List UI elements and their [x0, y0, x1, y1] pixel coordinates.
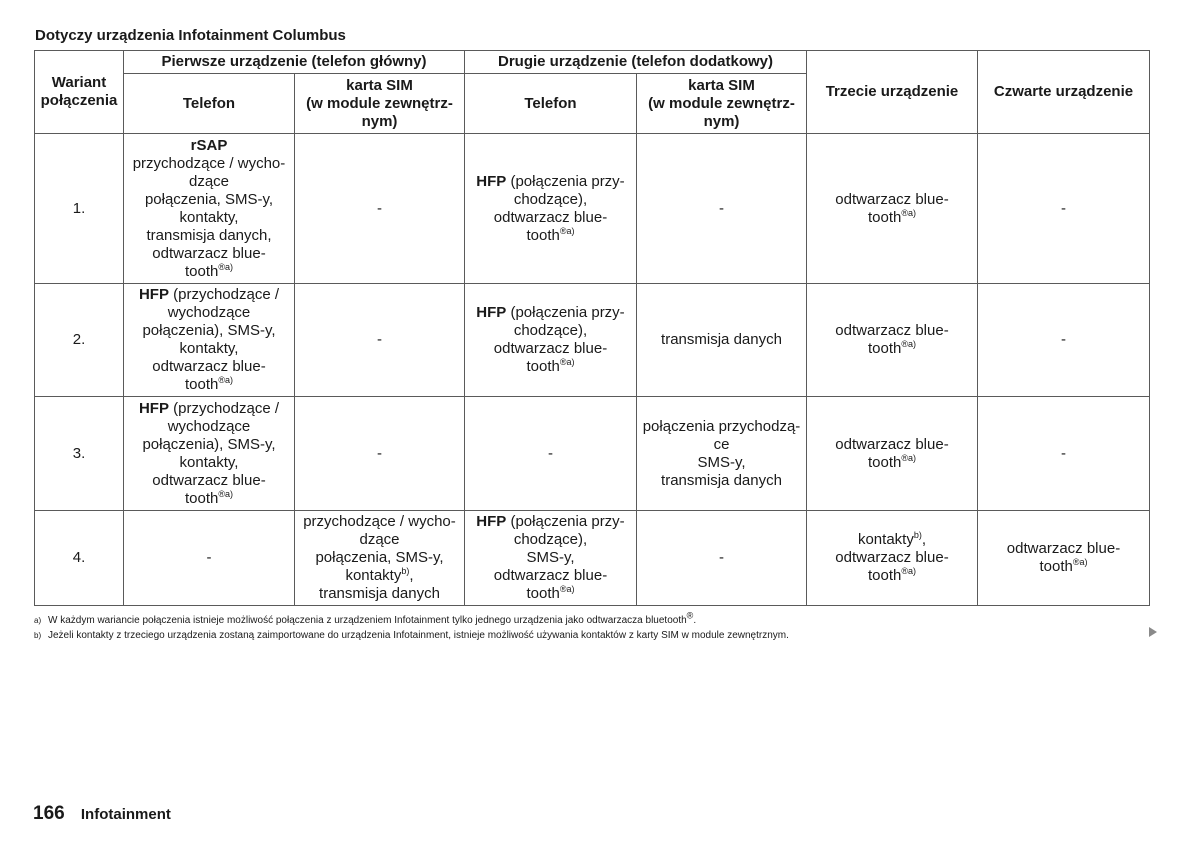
- cell-first-sim: [295, 511, 465, 606]
- cell-line: transmisja danych: [661, 331, 782, 348]
- cell-line: SMS-y,: [526, 549, 575, 566]
- cell-line: tooth$^{®a)}$: [867, 207, 916, 226]
- cell-third-device: [807, 284, 978, 397]
- table-row: [35, 134, 1150, 284]
- cell-line: chodzące),: [513, 322, 588, 339]
- cell-first-sim: [295, 284, 465, 397]
- cell-line: tooth$^{®a)}$: [867, 566, 916, 584]
- cell-third-device: [807, 511, 978, 606]
- cell-line: -: [377, 444, 382, 462]
- header-second-device: Drugie urządzenie (telefon dodatkowy): [465, 51, 807, 74]
- cell-line: -: [1061, 444, 1066, 462]
- cell-line: HFP (połączenia przy-: [476, 304, 625, 321]
- cell-line: odtwarzacz blue-: [152, 358, 266, 375]
- cell-fourth-device: [978, 134, 1150, 284]
- table-row: [35, 511, 1150, 606]
- cell-line: przychodzące / wycho-: [132, 154, 286, 172]
- cell-line: tooth$^{®a)}$: [526, 357, 575, 375]
- header-sim-1: karta SIM (w module zewnętrz- nym): [295, 74, 465, 134]
- cell-line: chodzące),: [513, 190, 588, 208]
- header-phone-2: Telefon: [465, 74, 637, 134]
- cell-fourth-device: [978, 397, 1150, 511]
- cell-line: -: [1061, 331, 1066, 348]
- cell-line: SMS-y,: [697, 453, 746, 471]
- header-third-device: Trzecie urządzenie: [807, 51, 978, 134]
- cell-line: -: [548, 444, 553, 462]
- cell-second-phone: [465, 397, 637, 511]
- cell-line: połączenia), SMS-y,: [142, 435, 276, 453]
- cell-line: odtwarzacz blue-: [835, 549, 949, 566]
- connection-variants-table: [34, 50, 1150, 606]
- cell-line: tooth$^{®a)}$: [1039, 557, 1088, 575]
- cell-line: połączenia, SMS-y,: [144, 190, 274, 208]
- cell-second-phone: [465, 511, 637, 606]
- cell-line: HFP (połączenia przy-: [476, 172, 625, 190]
- cell-first-phone: [124, 511, 295, 606]
- cell-line: odtwarzacz blue-: [493, 340, 608, 357]
- cell-first-sim: [295, 397, 465, 511]
- cell-first-phone: [124, 284, 295, 397]
- cell-line: ce: [713, 435, 730, 453]
- header-fourth-device: Czwarte urządzenie: [978, 51, 1150, 134]
- cell-line: wychodzące: [167, 304, 251, 321]
- header-variant: Wariant połączenia: [35, 51, 124, 134]
- cell-line: -: [1061, 199, 1066, 217]
- cell-line: tooth$^{®a)}$: [184, 375, 233, 393]
- cell-first-phone: [124, 134, 295, 284]
- cell-line: tooth$^{®a)}$: [526, 225, 575, 244]
- cell-first-sim: [295, 134, 465, 284]
- continue-arrow-icon: [1149, 627, 1157, 637]
- cell-second-sim: [637, 397, 807, 511]
- cell-second-phone: [465, 284, 637, 397]
- variant-number: 1.: [35, 134, 124, 284]
- table-title: Dotyczy urządzenia Infotainment Columbus: [35, 27, 346, 44]
- cell-second-sim: [637, 134, 807, 284]
- cell-line: tooth$^{®a)}$: [184, 261, 233, 280]
- header-sim-2: karta SIM (w module zewnętrz- nym): [637, 74, 807, 134]
- cell-line: połączenia), SMS-y,: [142, 322, 276, 339]
- cell-line: tooth$^{®a)}$: [184, 488, 233, 507]
- cell-line: przychodzące / wycho-: [303, 513, 456, 530]
- cell-line: odtwarzacz blue-: [152, 244, 266, 262]
- table-row: [35, 397, 1150, 511]
- footnotes: [34, 610, 1134, 643]
- cell-line: tooth$^{®a)}$: [867, 452, 916, 471]
- cell-fourth-device: [978, 284, 1150, 397]
- variant-number: 3.: [35, 397, 124, 511]
- footnote: a) W każdym wariancie połączenia istnieje możliwość połączenia z urządzeniem Infotainment tylko jednego urządzenia jako odtwarzacza bluetooth®.: [34, 610, 697, 626]
- header-first-device: Pierwsze urządzenie (telefon główny): [124, 51, 465, 74]
- cell-line: odtwarzacz blue-: [493, 567, 608, 584]
- cell-line: -: [719, 199, 724, 217]
- cell-third-device: [807, 397, 978, 511]
- footnote: b) Jeżeli kontakty z trzeciego urządzenia zostaną zaimportowane do urządzenia Infotainment, istnieje możliwość używania kontaktów z karty SIM w module zewnętrznym.: [34, 630, 789, 641]
- cell-line: kontakty,: [179, 453, 239, 471]
- cell-line: odtwarzacz blue-: [835, 322, 949, 339]
- cell-line: tooth$^{®a)}$: [526, 584, 575, 602]
- cell-line: transmisja danych: [661, 471, 782, 489]
- cell-line: połączenia, SMS-y,: [315, 549, 444, 566]
- cell-line: rSAP: [190, 136, 228, 154]
- cell-line: HFP (połączenia przy-: [476, 513, 625, 530]
- cell-line: połączenia przychodzą-: [642, 417, 801, 435]
- variant-number: 4.: [35, 511, 124, 606]
- cell-second-sim: [637, 511, 807, 606]
- cell-line: odtwarzacz blue-: [835, 190, 949, 208]
- cell-line: transmisja danych: [319, 585, 440, 602]
- cell-line: dzące: [359, 531, 400, 548]
- cell-line: -: [719, 549, 724, 566]
- cell-line: chodzące),: [513, 531, 588, 548]
- cell-line: kontakty,: [179, 208, 239, 226]
- cell-line: kontakty,: [179, 340, 239, 357]
- header-phone-1: Telefon: [124, 74, 295, 134]
- cell-line: -: [377, 331, 382, 348]
- cell-line: wychodzące: [167, 417, 251, 435]
- cell-line: odtwarzacz blue-: [152, 471, 266, 489]
- cell-line: transmisja danych,: [146, 226, 272, 244]
- cell-line: odtwarzacz blue-: [1006, 540, 1121, 557]
- cell-line: dzące: [188, 172, 230, 190]
- cell-line: odtwarzacz blue-: [835, 435, 949, 453]
- cell-line: odtwarzacz blue-: [493, 208, 608, 226]
- cell-line: -: [206, 549, 212, 566]
- cell-line: kontakty$^{b)}$,: [345, 566, 414, 584]
- cell-third-device: [807, 134, 978, 284]
- page-number: 166: [33, 803, 65, 824]
- cell-line: tooth$^{®a)}$: [867, 339, 916, 357]
- cell-second-sim: [637, 284, 807, 397]
- cell-fourth-device: [978, 511, 1150, 606]
- table-row: [35, 284, 1150, 397]
- section-name: Infotainment: [80, 806, 171, 823]
- variant-number: 2.: [35, 284, 124, 397]
- cell-line: kontakty$^{b)}$,: [857, 530, 927, 548]
- cell-line: HFP (przychodzące /: [138, 286, 280, 303]
- cell-line: -: [377, 199, 382, 217]
- cell-line: HFP (przychodzące /: [138, 399, 280, 417]
- cell-second-phone: [465, 134, 637, 284]
- cell-first-phone: [124, 397, 295, 511]
- page-footer: [33, 803, 171, 825]
